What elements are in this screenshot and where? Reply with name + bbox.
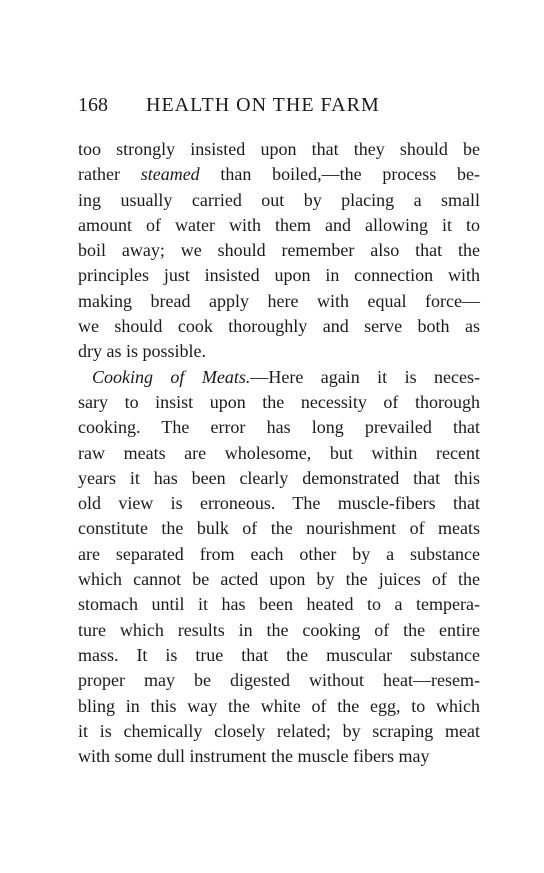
text-line — [78, 719, 480, 744]
text-line — [78, 491, 480, 516]
italic-text: steamed — [140, 164, 200, 185]
italic-text: Cooking of Meats. — [92, 366, 251, 387]
text-line — [78, 466, 480, 491]
body-text — [78, 137, 480, 769]
running-head-title: HEALTH ON THE FARM — [146, 94, 380, 116]
text-line — [78, 365, 480, 390]
text-segment: are separated from each other by a substance — [78, 543, 480, 564]
text-segment: rather — [78, 164, 141, 185]
text-segment: proper may be digested without heat—resem- — [78, 670, 480, 691]
text-line — [78, 542, 480, 567]
text-segment: years it has been clearly demonstrated that this — [78, 467, 480, 488]
text-segment: dry as is possible. — [78, 341, 206, 362]
text-segment: which cannot be acted upon by the juices of the — [78, 569, 480, 590]
text-segment: sary to insist upon the necessity of thorough — [78, 391, 480, 412]
running-head — [78, 94, 482, 120]
text-segment: constitute the bulk of the nourishment of meats — [78, 518, 480, 539]
text-segment: —Here again it is neces- — [250, 366, 480, 387]
text-line — [78, 592, 480, 617]
text-line — [78, 162, 480, 187]
text-segment: principles just insisted upon in connection with — [78, 265, 480, 286]
text-segment: boil away; we should remember also that the — [78, 240, 480, 261]
text-line — [78, 289, 480, 314]
text-segment: it is chemically closely related; by scraping meat — [78, 720, 480, 741]
text-line — [78, 567, 480, 592]
text-segment: stomach until it has been heated to a tempera- — [78, 594, 480, 615]
page-number: 168 — [78, 94, 108, 116]
text-line — [78, 744, 480, 769]
text-line — [78, 238, 480, 263]
text-line — [78, 390, 480, 415]
text-line — [78, 339, 480, 364]
text-segment: with some dull instrument the muscle fibers may — [78, 746, 430, 767]
text-line — [78, 415, 480, 440]
text-line — [78, 618, 480, 643]
text-segment: ture which results in the cooking of the entire — [78, 619, 480, 640]
text-line — [78, 668, 480, 693]
text-line — [78, 263, 480, 288]
text-segment: old view is erroneous. The muscle-fibers that — [78, 493, 480, 514]
text-line — [78, 137, 480, 162]
text-segment: too strongly insisted upon that they should be — [78, 139, 480, 159]
text-segment: cooking. The error has long prevailed that — [78, 417, 480, 438]
text-line — [78, 213, 480, 238]
text-line — [78, 441, 480, 466]
text-segment: making bread apply here with equal force— — [78, 290, 480, 311]
text-segment: amount of water with them and allowing it to — [78, 214, 480, 235]
text-line — [78, 694, 480, 719]
text-line — [78, 643, 480, 668]
text-segment: than boiled,—the process be- — [199, 164, 481, 185]
text-line — [78, 516, 480, 541]
text-segment: bling in this way the white of the egg, to which — [78, 695, 480, 716]
text-line — [78, 188, 480, 213]
text-line — [78, 314, 480, 339]
text-segment: raw meats are wholesome, but within recent — [78, 442, 480, 463]
text-segment: we should cook thoroughly and serve both as — [78, 316, 480, 337]
text-segment: mass. It is true that the muscular substance — [78, 644, 480, 665]
text-segment: ing usually carried out by placing a small — [78, 189, 480, 210]
